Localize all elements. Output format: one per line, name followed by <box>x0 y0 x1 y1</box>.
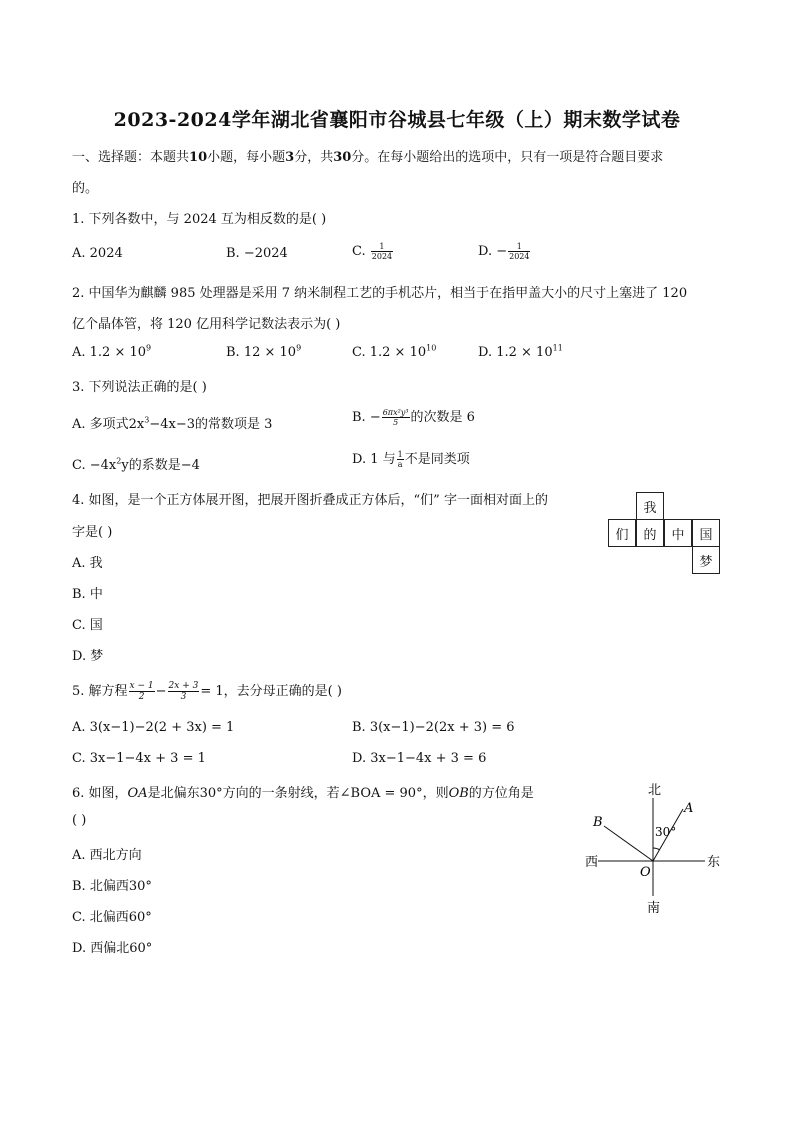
fraction-denominator: a <box>397 460 403 469</box>
q1-option-c-label: C. <box>352 244 366 259</box>
stem-text: 是北偏东30°方向的一条射线，若∠BOA = 90°，则 <box>147 786 449 801</box>
option-text: y的系数是−4 <box>121 458 200 473</box>
section-intro-text: 本题共 <box>150 150 190 165</box>
question-count: 10 <box>189 150 208 165</box>
section-intro-line-1 <box>72 146 663 165</box>
q5-option-b: B. 3(x−1)−2(2x + 3) = 6 <box>352 720 515 735</box>
ray-ob <box>604 826 653 861</box>
question-3-stem: 3. 下列说法正确的是( ) <box>72 380 207 395</box>
question-4-stem-line-2: 字是( ) <box>72 525 113 540</box>
point-b-label: B <box>593 815 603 830</box>
q1-option-d <box>478 242 531 261</box>
fraction-numerator: 1 <box>397 450 403 459</box>
cube-net-figure <box>608 492 720 576</box>
ray-ob-label: OB <box>448 786 469 801</box>
fraction-denominator: 3 <box>180 692 187 702</box>
net-cell-row-4: 国 <box>692 519 720 547</box>
fraction-numerator: 1 <box>371 242 393 252</box>
east-label: 东 <box>707 855 721 870</box>
option-base: D. 1.2 × 10 <box>478 345 553 360</box>
option-text: 不是同类项 <box>404 452 470 467</box>
question-6-stem-line-2: ( ) <box>72 813 87 828</box>
q4-option-c: C. 国 <box>72 618 103 633</box>
net-cell-bottom: 梦 <box>692 546 720 574</box>
q4-option-a: A. 我 <box>72 556 103 571</box>
option-exponent: 9 <box>296 343 302 353</box>
question-6-stem-line-1 <box>72 782 534 801</box>
q1-option-a: A. 2024 <box>72 246 123 261</box>
fraction-denominator: 2024 <box>509 252 530 261</box>
net-cell-row-1: 们 <box>608 519 636 547</box>
q2-option-c <box>352 345 436 360</box>
option-text: A. 多项式 <box>72 417 129 432</box>
origin-label: O <box>640 865 651 880</box>
net-cell-top: 我 <box>636 492 664 520</box>
q5-option-d: D. 3x−1−4x + 3 = 6 <box>352 751 487 766</box>
fraction-numerator: 2x + 3 <box>168 681 199 691</box>
section-intro-text: 分，共 <box>294 150 334 165</box>
q3-option-a <box>72 413 272 432</box>
q3-option-b <box>352 406 475 427</box>
q3-option-b-fraction <box>382 408 410 427</box>
option-exponent: 3 <box>144 415 150 425</box>
stem-text: 6. 如图， <box>72 786 128 801</box>
compass-figure <box>580 776 730 926</box>
question-5-stem <box>72 680 342 702</box>
section-intro-text: 小题，每小题 <box>207 150 286 165</box>
fraction-denominator: 2 <box>138 692 145 702</box>
q1-option-c-fraction <box>371 242 393 261</box>
q5-fraction-1 <box>129 681 155 702</box>
q6-option-d: D. 西偏北60° <box>72 941 153 956</box>
question-4-stem-line-1: 4. 如图，是一个正方体展开图，把展开图折叠成正方体后，“们” 字一面相对面上的 <box>72 493 548 508</box>
angle-label: 30° <box>655 825 677 839</box>
q2-option-a <box>72 345 151 360</box>
q5-option-a: A. 3(x−1)−2(2 + 3x) = 1 <box>72 720 235 735</box>
question-1-stem: 1. 下列各数中，与 2024 互为相反数的是( ) <box>72 212 327 227</box>
q6-option-b: B. 北偏西30° <box>72 879 152 894</box>
option-exponent: 9 <box>146 343 152 353</box>
q5-fraction-2 <box>168 681 200 702</box>
section-head: 一、选择题： <box>72 150 151 165</box>
q1-option-d-fraction <box>508 242 530 261</box>
q3-option-d <box>352 448 470 469</box>
stem-operator: − <box>155 684 167 699</box>
score-per-question: 3 <box>285 150 295 165</box>
option-exponent: 2 <box>116 456 122 466</box>
fraction-numerator: x − 1 <box>129 681 154 691</box>
option-exponent: 10 <box>426 343 437 353</box>
fraction-denominator: 2024 <box>371 252 393 261</box>
q6-option-c: C. 北偏西60° <box>72 910 152 925</box>
point-a-label: A <box>684 801 694 816</box>
option-base: B. 12 × 10 <box>226 345 297 360</box>
option-text: 的次数是 6 <box>410 410 475 425</box>
west-label: 西 <box>585 855 599 870</box>
option-text: 的常数项是 3 <box>195 417 273 432</box>
net-cell-row-2: 的 <box>636 519 664 547</box>
q3-option-d-fraction <box>397 450 404 469</box>
option-base: C. 1.2 × 10 <box>352 345 427 360</box>
q5-option-c: C. 3x−1−4x + 3 = 1 <box>72 751 206 766</box>
option-exponent: 11 <box>552 343 563 353</box>
stem-text: 5. 解方程 <box>72 684 128 699</box>
q2-option-b <box>226 345 301 360</box>
option-math: −4x−3 <box>149 417 196 432</box>
q3-option-c <box>72 454 200 473</box>
page-title: 2023-2024学年湖北省襄阳市谷城县七年级（上）期末数学试卷 <box>113 109 681 131</box>
fraction-denominator: 5 <box>393 418 399 427</box>
fraction-numerator: 1 <box>508 242 530 252</box>
stem-text: 的方位角是 <box>468 786 534 801</box>
question-2-stem-line-2: 亿个晶体管，将 120 亿用科学记数法表示为( ) <box>72 317 341 332</box>
section-intro-line-2: 的。 <box>72 181 99 196</box>
net-cell-row-3: 中 <box>664 519 692 547</box>
option-math: 2x <box>128 417 145 432</box>
angle-arc <box>653 848 660 850</box>
question-2-stem-line-1: 2. 中国华为麒麟 985 处理器是采用 7 纳米制程工艺的手机芯片，相当于在指甲盖大小的尺寸上塞进了 120 <box>72 286 688 301</box>
ray-oa-label: OA <box>127 786 148 801</box>
total-score: 30 <box>333 150 352 165</box>
option-text: D. 1 与 <box>352 452 396 467</box>
q2-option-d <box>478 345 563 360</box>
north-label: 北 <box>648 783 662 798</box>
option-base: A. 1.2 × 10 <box>72 345 147 360</box>
section-intro-text: 分。在每小题给出的选项中，只有一项是符合题目要求 <box>351 150 664 165</box>
fraction-numerator: 6πx²y³ <box>382 408 409 417</box>
south-label: 南 <box>647 901 661 916</box>
option-math: C. −4x <box>72 458 117 473</box>
q1-option-c <box>352 242 394 261</box>
stem-text: = 1，去分母正确的是( ) <box>200 684 342 699</box>
q4-option-b: B. 中 <box>72 587 103 602</box>
q1-option-d-label: D. − <box>478 244 508 259</box>
option-text: B. − <box>352 410 381 425</box>
q1-option-b: B. −2024 <box>226 246 288 261</box>
q4-option-d: D. 梦 <box>72 649 104 664</box>
q6-option-a: A. 西北方向 <box>72 848 142 863</box>
